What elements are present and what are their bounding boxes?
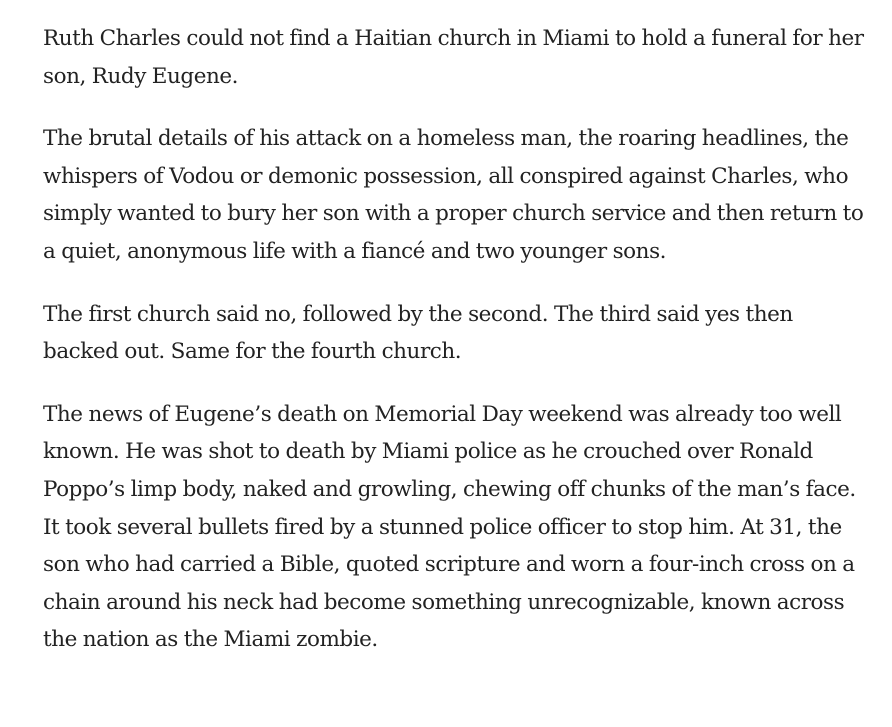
article-paragraph: The brutal details of his attack on a homeless man, the roaring headlines, the whispers of Vodou or demonic possession, all conspired against Charles, who simply wanted to bury her son with a proper church service and then return to a quiet, anonymous life with a fiancé and two younger sons. <box>43 126 864 264</box>
article-paragraph: The news of Eugene’s death on Memorial Day weekend was already too well known. He was shot to death by Miami police as he crouched over Ronald Poppo’s limp body, naked and growling, chewing off chunks of the man’s face. It took several bullets fired by a stunned police officer to stop him. At 31, the son who had carried a Bible, quoted scripture and worn a four-inch cross on a chain around his neck had become something unrecognizable, known across the nation as the Miami zombie. <box>43 401 856 653</box>
article-body <box>43 20 873 659</box>
article-paragraph: The first church said no, followed by the second. The third said yes then backed out. Same for the fourth church. <box>43 301 793 365</box>
article-paragraph: Ruth Charles could not find a Haitian church in Miami to hold a funeral for her son, Rudy Eugene. <box>43 26 864 89</box>
